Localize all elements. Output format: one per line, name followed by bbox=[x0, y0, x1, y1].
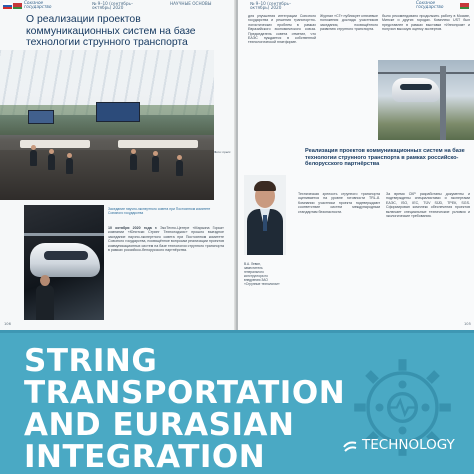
belarus-flag-icon bbox=[13, 3, 22, 9]
attendee bbox=[130, 154, 137, 170]
running-head-issue-right: № 9–10 (сентябрь–октябрь) 2020 bbox=[250, 1, 292, 11]
right-col-left-text: для улучшения интеграции Союзного государства и решения транспортно-логистических проблем в рамках Евразийского экономического союза. Председатель совета отметил, что ЕАЭС нуждается в собственной технологической платформе. bbox=[248, 14, 316, 45]
pod-vehicle bbox=[392, 78, 440, 102]
body-text: в ЭкоТехно-Центре «Марьина Горка» компании «Юнитски Стринг Технолоджис» прошло выездное заседание научно-экспертного совета при Постоянном комитете Союзного государства, посвящённое вопросам реализации проектов коммуникационных систем на базе технологии струнного транспорта в рамках российско-белорусского партнёрства. bbox=[108, 226, 224, 253]
page-number-right: 105 bbox=[464, 322, 471, 326]
body-column-b bbox=[386, 192, 470, 320]
body-column-a bbox=[298, 192, 380, 320]
body-column-right bbox=[382, 14, 470, 56]
photo-credit: Фото: пресс bbox=[214, 150, 231, 154]
attendee bbox=[152, 156, 159, 172]
speaker-portrait bbox=[244, 175, 286, 255]
banner-title-line-4: INTEGRATION bbox=[24, 439, 266, 474]
elevated-pod-photo bbox=[378, 60, 474, 140]
body-column bbox=[108, 226, 224, 320]
attendee bbox=[176, 160, 183, 176]
presentation-screen-secondary bbox=[28, 110, 54, 124]
banner-divider bbox=[0, 330, 474, 333]
right-col-quote: Журнал «СГ» публикует ключевые положения доклада участников заседания, посвящённого развитию струнного транспорта. bbox=[320, 14, 378, 32]
running-head-issue: № 9–10 (сентябрь–октябрь) 2020 bbox=[92, 1, 134, 11]
rail bbox=[24, 233, 104, 236]
string-transport-pod-photo bbox=[24, 205, 104, 320]
attendee bbox=[66, 158, 73, 174]
attendee bbox=[30, 150, 37, 166]
belarus-flag-icon bbox=[460, 3, 469, 9]
banner-title-line-3: AND EURASIAN bbox=[24, 407, 295, 443]
body-column-middle bbox=[320, 14, 378, 146]
ust-logo-icon bbox=[342, 438, 358, 454]
article-subhead: Реализация проектов коммуникационных систем на базе технологии струнного транспорта в рамках российско-белорусского партнёрства bbox=[305, 148, 465, 168]
conference-photo bbox=[0, 50, 214, 200]
pod-vehicle bbox=[30, 243, 100, 277]
technology-tag: TECHNOLOGY bbox=[362, 437, 455, 453]
presentation-screen bbox=[96, 102, 140, 122]
overhead-rail bbox=[378, 72, 474, 74]
right-col-b-text: За время СКР разработаны документы и подтверждены специалистами и экспертами ЕАЭС, ISO, IEC, TÜV SÜD, ТРЕК, SGS. Сформирован комплекс обеспечения проектов включает специальные технические условия и экологические требования. bbox=[386, 192, 470, 219]
running-head-section: НАУЧНЫЕ ОСНОВЫ bbox=[170, 1, 212, 6]
conference-table bbox=[118, 140, 198, 148]
right-col-a-text: Техническая зрелость струнного транспорта оценивается на уровне готовности TRL-8. Компании участники проекта подтверждают соответствие систем международным стандартам безопасности. bbox=[298, 192, 380, 214]
body-lead: 10 октября 2020 года bbox=[108, 226, 152, 230]
running-head-magazine: Союзное государство bbox=[24, 0, 52, 10]
speaker-figure bbox=[36, 285, 54, 320]
portrait-caption: В.А. Левин, заместитель генерального конструктора по внедрению ЗАО «Струнные технологии» bbox=[244, 262, 280, 286]
running-head-magazine-right: Союзное государство bbox=[416, 0, 444, 10]
banner-title-line-1: STRING bbox=[24, 343, 158, 379]
page-number-left: 106 bbox=[4, 322, 11, 326]
article-headline: О реализации проектов коммуникационных систем на базе технологии струнного транспорта bbox=[26, 14, 196, 48]
attendee bbox=[48, 154, 55, 170]
russian-flag-icon bbox=[3, 3, 12, 9]
banner-title-line-2: TRANSPORTATION bbox=[24, 375, 346, 411]
right-col-right-text: было рекомендовано продолжить работу в Москве, Минске и других городах. Комплекс UST был представлен в рамках выставки «Иннопром» и получил высокую оценку экспертов. bbox=[382, 14, 470, 32]
body-column-left bbox=[248, 14, 316, 146]
photo-caption: Заседание научно-экспертного совета при Постоянном комитете Союзного государства bbox=[108, 207, 211, 215]
support-tower bbox=[440, 66, 446, 140]
left-page bbox=[0, 0, 236, 330]
